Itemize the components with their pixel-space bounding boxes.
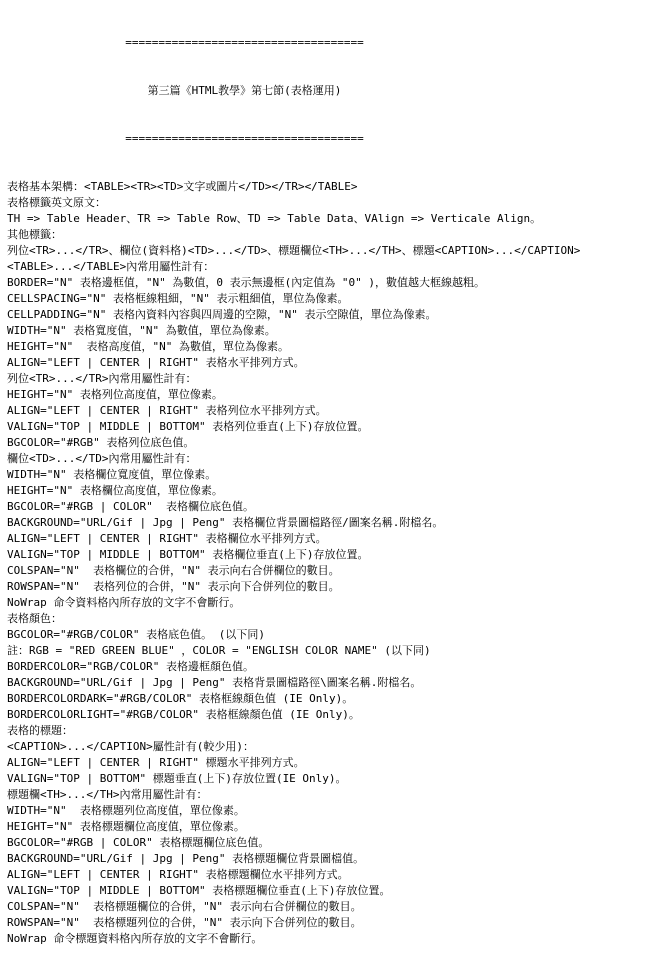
text-line: <TABLE>...</TABLE>內常用屬性計有： (7, 260, 215, 273)
text-line: HEIGHT="N" 表格列位高度值，單位像素。 (7, 388, 223, 401)
text-line: BGCOLOR="#RGB" 表格列位底色值。 (7, 436, 195, 449)
text-line: ROWSPAN="N" 表格列位的合併，"N" 表示向下合併列位的數目。 (7, 580, 340, 593)
text-line: VALIGN="TOP | MIDDLE | BOTTOM" 表格欄位垂直(上下)存放位置。 (7, 548, 369, 561)
text-line: 表格的標題： (7, 724, 73, 737)
text-line: CELLSPACING="N" 表格框線粗細，"N" 表示粗細值，單位為像素。 (7, 292, 349, 305)
text-line: <CAPTION>...</CAPTION>屬性計有(較少用)： (7, 740, 254, 753)
text-line: 表格基本架構：<TABLE><TR><TD>文字或圖片</TD></TR></TABLE> (7, 180, 358, 193)
text-line: 表格標籤英文原文： (7, 196, 106, 209)
text-line: 列位<TR>...</TR>內常用屬性計有： (7, 372, 197, 385)
text-line: 其他標籤： (7, 228, 62, 241)
text-line: BACKGROUND="URL/Gif | Jpg | Peng" 表格背景圖檔路徑\圖案名稱.附檔名。 (7, 676, 422, 689)
text-line: ALIGN="LEFT | CENTER | RIGHT" 表格欄位水平排列方式。 (7, 532, 327, 545)
text-line: NoWrap 命令資料格內所存放的文字不會斷行。 (7, 596, 241, 609)
text-line: HEIGHT="N" 表格標題欄位高度值，單位像素。 (7, 820, 245, 833)
text-line: TH => Table Header、TR => Table Row、TD => Table Data、VAlign => Verticale Align。 (7, 212, 542, 225)
text-line: ALIGN="LEFT | CENTER | RIGHT" 表格水平排列方式。 (7, 356, 305, 369)
text-line: ALIGN="LEFT | CENTER | RIGHT" 表格標題欄位水平排列方式。 (7, 868, 349, 881)
text-line: ROWSPAN="N" 表格標題列位的合併，"N" 表示向下合併列位的數目。 (7, 916, 362, 929)
document-body (7, 3, 657, 963)
text-line: ALIGN="LEFT | CENTER | RIGHT" 表格列位水平排列方式。 (7, 404, 327, 417)
text-line: BORDERCOLORLIGHT="#RGB/COLOR" 表格框線顏色值 (IE Only)。 (7, 708, 360, 721)
text-line: WIDTH="N" 表格標題列位高度值，單位像素。 (7, 804, 245, 817)
text-line: COLSPAN="N" 表格欄位的合併，"N" 表示向右合併欄位的數目。 (7, 564, 340, 577)
text-line: WIDTH="N" 表格寬度值，"N" 為數值，單位為像素。 (7, 324, 276, 337)
text-lines (7, 179, 657, 947)
text-line: BACKGROUND="URL/Gif | Jpg | Peng" 表格標題欄位背景圖檔值。 (7, 852, 365, 865)
text-line: 註：RGB = "RED GREEN BLUE" ，COLOR = "ENGLISH COLOR NAME" (以下同) (7, 644, 431, 657)
text-line: COLSPAN="N" 表格標題欄位的合併，"N" 表示向右合併欄位的數目。 (7, 900, 362, 913)
text-line: 標題欄<TH>...</TH>內常用屬性計有： (7, 788, 208, 801)
text-line: CELLPADDING="N" 表格內資料內容與四周邊的空隙，"N" 表示空隙值，單位為像素。 (7, 308, 437, 321)
text-line: BORDER="N" 表格邊框值，"N" 為數值，0 表示無邊框(內定值為 "0" )，數值越大框線越粗。 (7, 276, 485, 289)
text-line: VALIGN="TOP | MIDDLE | BOTTOM" 表格標題欄位垂直(上下)存放位置。 (7, 884, 391, 897)
text-line: BORDERCOLOR="RGB/COLOR" 表格邊框顏色值。 (7, 660, 254, 673)
page-title: 第三篇《HTML教學》第七節(表格運用) (147, 84, 342, 97)
text-line: 列位<TR>...</TR>、欄位(資料格)<TD>...</TD>、標題欄位<TH>...</TH>、標題<CAPTION>...</CAPTION> (7, 244, 581, 257)
text-line: 表格顏色： (7, 612, 62, 625)
text-line: HEIGHT="N" 表格欄位高度值，單位像素。 (7, 484, 223, 497)
text-line: VALIGN="TOP | BOTTOM" 標題垂直(上下)存放位置(IE Only)。 (7, 772, 347, 785)
text-line: WIDTH="N" 表格欄位寬度值，單位像素。 (7, 468, 217, 481)
text-line: BGCOLOR="#RGB | COLOR" 表格標題欄位底色值。 (7, 836, 270, 849)
text-line: NoWrap 命令標題資料格內所存放的文字不會斷行。 (7, 932, 263, 945)
header-rule-top: ==================================== (125, 36, 364, 49)
text-line: ALIGN="LEFT | CENTER | RIGHT" 標題水平排列方式。 (7, 756, 305, 769)
text-line: BACKGROUND="URL/Gif | Jpg | Peng" 表格欄位背景圖檔路徑/圖案名稱.附檔名。 (7, 516, 444, 529)
text-line: BORDERCOLORDARK="#RGB/COLOR" 表格框線顏色值 (IE Only)。 (7, 692, 354, 705)
text-line: BGCOLOR="#RGB | COLOR" 表格欄位底色值。 (7, 500, 254, 513)
text-line: BGCOLOR="#RGB/COLOR" 表格底色值。 (以下同) (7, 628, 265, 641)
header-rule-bottom: ==================================== (125, 132, 364, 145)
text-line: VALIGN="TOP | MIDDLE | BOTTOM" 表格列位垂直(上下)存放位置。 (7, 420, 369, 433)
text-line: 欄位<TD>...</TD>內常用屬性計有： (7, 452, 197, 465)
text-line: HEIGHT="N" 表格高度值，"N" 為數值，單位為像素。 (7, 340, 289, 353)
